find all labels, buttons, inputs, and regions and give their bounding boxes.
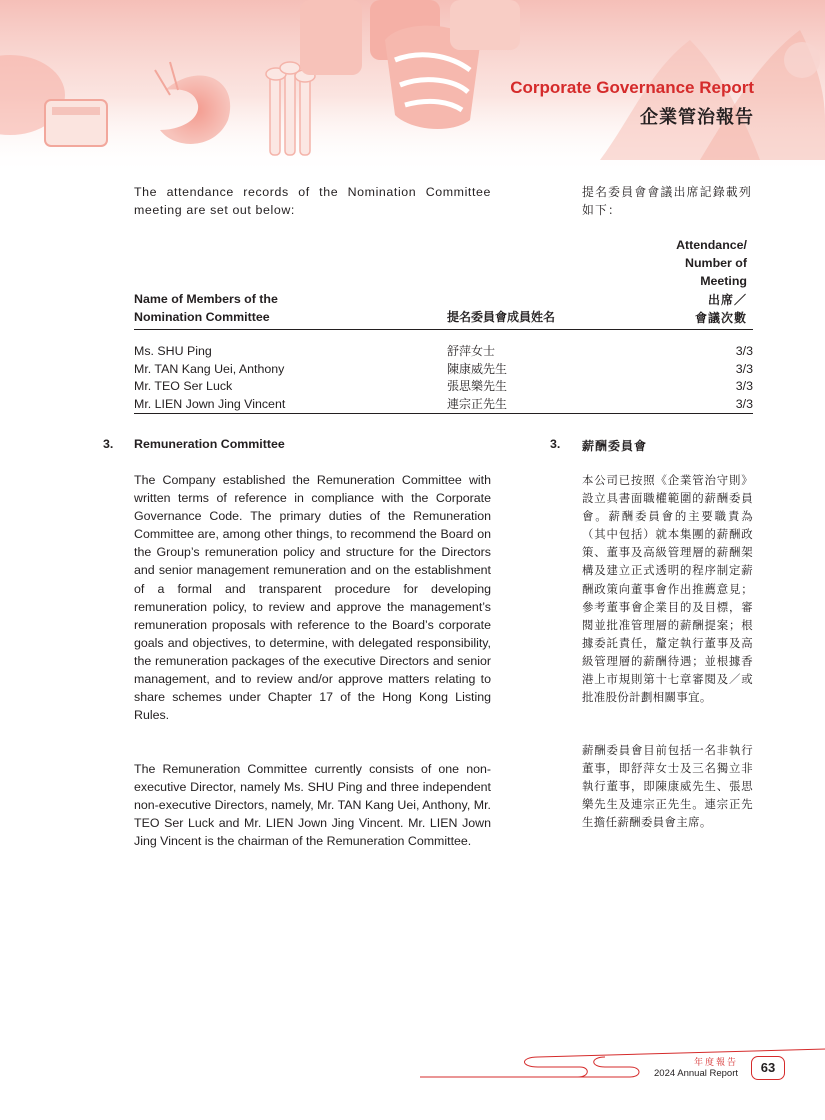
table-row [134, 396, 753, 414]
table-header-att-line3: Meeting [700, 274, 747, 289]
report-title-en: Corporate Governance Report [510, 78, 754, 97]
member-name-zh: 舒萍女士 [447, 344, 496, 358]
table-header-name-line1: Name of Members of the [134, 292, 278, 306]
table-header-name-en [134, 290, 278, 326]
section-number-en: 3. [103, 437, 114, 451]
member-name-zh: 張思樂先生 [447, 379, 508, 394]
member-name-en: Mr. TEO Ser Luck [134, 379, 233, 394]
footer-annual-report-zh: 年度報告 [693, 1058, 738, 1068]
table-header-att-line2: Number of [685, 256, 747, 271]
remuneration-para1-zh: 本公司已按照《企業管治守則》設立具書面職權範圍的薪酬委員會。薪酬委員會的主要職責為（其中包括）就本集團的薪酬政策、董事及高級管理層的薪酬架構及建立正式透明的程序制定薪酬政策向董事會作出推薦意見；參考董事會企業目的及目標，審閱並批准管理層的薪酬提案；根據委託責任，釐定執行董事及高級管理層的薪酬待遇；並根據香港上市規則第十七章審閱及／或批准股份計劃相關事宜。 [582, 473, 753, 705]
intro-text-zh: 提名委員會會議出席記錄載列如下： [582, 185, 752, 218]
report-title-zh: 企業管治報告 [640, 107, 754, 128]
table-header-name-line2: Nomination Committee [134, 310, 270, 324]
remuneration-para1-en: The Company established the Remuneration Committee with written terms of reference in compliance with the Corporate Governance Code. The primary duties of the Remuneration Committee are, among other things, to recommend the Board on the Group’s remuneration policy and structure for the Directors and senior management remuneration and on the establishment of a formal and transparent procedure for developing remuneration policy, to review and approve the management’s remuneration proposals with reference to the Board’s corporate goals and objectives, to determine, with delegated responsibility, the remuneration packages of the executive Directors and senior management, and to review and/or approve matters relating to share schemes under Chapter 17 of the Hong Kong Listing Rules. [134, 473, 491, 723]
table-bottom-rule [134, 413, 753, 414]
remuneration-para2-en: The Remuneration Committee currently consists of one non-executive Director, namely Ms. SHU Ping and three independent non-executive Directors, namely, Mr. TAN Kang Uei, Anthony, Mr. TEO Ser Luck and Mr. LIEN Jown Jing Vincent. Mr. LIEN Jown Jing Vincent is the chairman of the Remuneration Committee. [134, 762, 491, 849]
footer-annual-report-en: 2024 Annual Report [654, 1068, 738, 1079]
member-name-zh: 陳康威先生 [447, 361, 508, 376]
member-attendance: 3/3 [735, 396, 753, 411]
section-title-zh: 薪酬委員會 [582, 439, 648, 453]
remuneration-para2-zh: 薪酬委員會目前包括一名非執行董事，即舒萍女士及三名獨立非執行董事，即陳康威先生、張思樂先生及連宗正先生。連宗正先生擔任薪酬委員會主席。 [582, 743, 753, 830]
member-name-en: Mr. LIEN Jown Jing Vincent [134, 396, 286, 411]
member-name-zh: 連宗正先生 [447, 396, 508, 411]
table-header-name-zh: 提名委員會成員姓名 [447, 310, 556, 324]
member-attendance: 3/3 [735, 361, 753, 376]
page-number: 63 [751, 1056, 785, 1080]
member-name-en: Mr. TAN Kang Uei, Anthony [134, 361, 285, 376]
table-row [134, 343, 753, 361]
attendance-table-body [134, 343, 753, 413]
table-header-rule [134, 329, 753, 330]
table-header-attendance [676, 236, 747, 327]
table-header-att-line1: Attendance/ [676, 238, 747, 252]
member-name-en: Ms. SHU Ping [134, 344, 212, 358]
table-row [134, 361, 753, 379]
table-header-att-zh2: 會議次數 [694, 310, 747, 325]
intro-text-en: The attendance records of the Nomination Committee meeting are set out below: [134, 185, 491, 218]
table-header-att-zh1: 出席／ [707, 292, 747, 307]
table-row [134, 378, 753, 396]
section-title-en: Remuneration Committee [134, 437, 285, 451]
member-attendance: 3/3 [735, 344, 753, 358]
member-attendance: 3/3 [735, 379, 753, 394]
section-number-zh: 3. [550, 437, 561, 451]
